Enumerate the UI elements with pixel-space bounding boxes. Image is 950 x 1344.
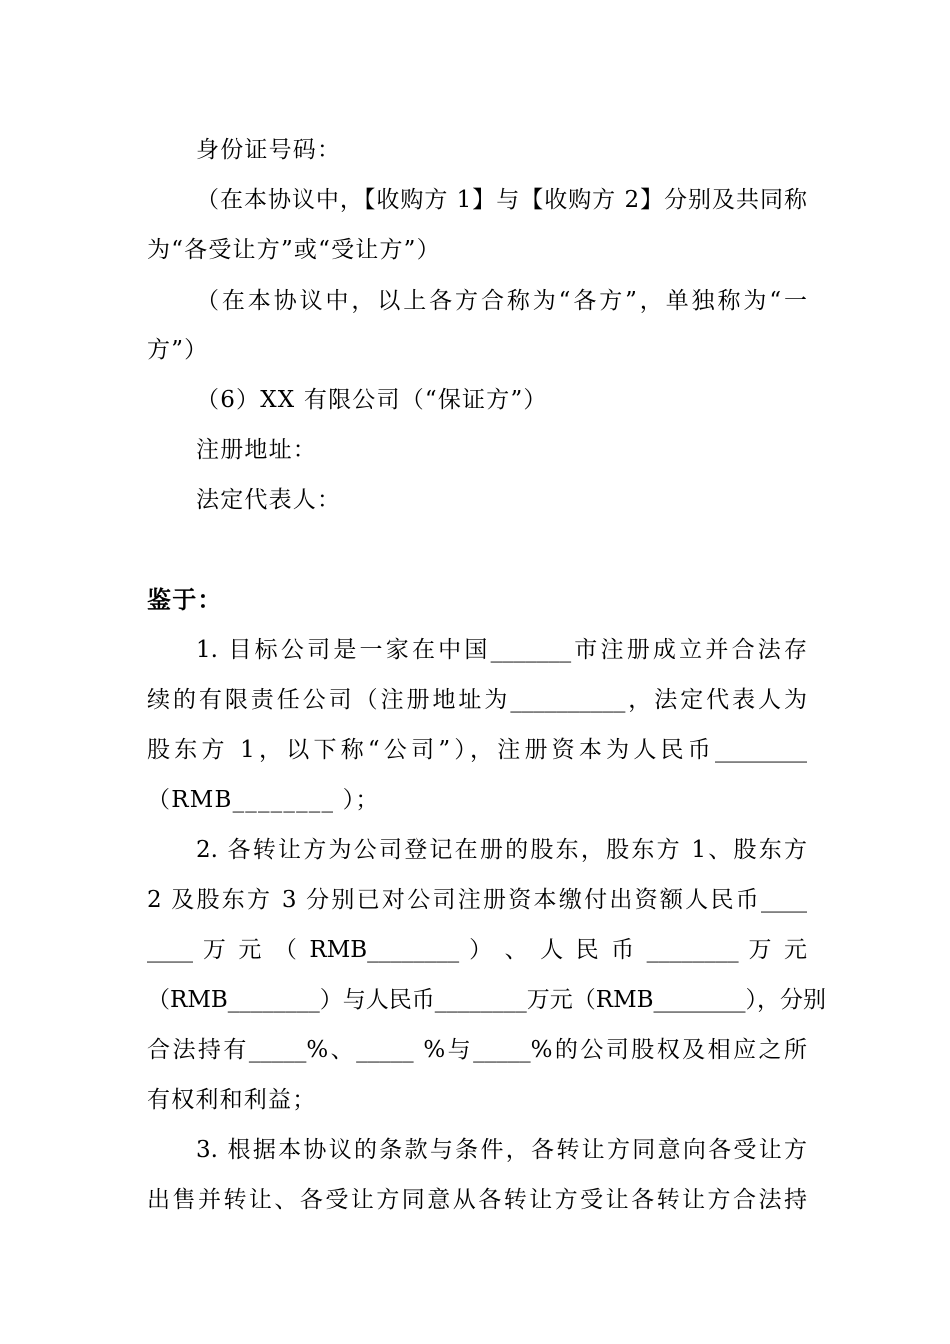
clause-line: ____ 万 元 （ RMB________ ） 、 人 民 币 ________ 万 元 bbox=[147, 937, 807, 963]
clause-line: 续的有限责任公司（注册地址为__________，法定代表人为 bbox=[147, 687, 807, 713]
id-number-label: 身份证号码： bbox=[196, 137, 342, 163]
clause-line: 股东方 1，以下称“公司”），注册资本为人民币________ bbox=[147, 737, 807, 763]
paragraph-line: （在本协议中，以上各方合称为“各方”，单独称为“一 bbox=[196, 288, 807, 314]
recitals-heading: 鉴于： bbox=[147, 585, 223, 614]
clause-line: 3. 根据本协议的条款与条件，各转让方同意向各受让方 bbox=[196, 1137, 807, 1163]
clause-line: 出售并转让、各受让方同意从各转让方受让各转让方合法持 bbox=[147, 1187, 807, 1213]
clause-line: （RMB________ ）； bbox=[147, 787, 380, 813]
paragraph-line: 为“各受让方”或“受让方”） bbox=[147, 237, 441, 263]
clause-line: 有权利和利益； bbox=[147, 1087, 317, 1113]
guarantor-title: （6）XX 有限公司（“保证方”） bbox=[196, 387, 548, 413]
clause-line: 2. 各转让方为公司登记在册的股东，股东方 1、股东方 bbox=[196, 837, 807, 863]
registered-address-label: 注册地址： bbox=[196, 437, 317, 463]
clause-line: 合法持有_____%、_____ %与_____%的公司股权及相应之所 bbox=[147, 1037, 807, 1063]
clause-line: 1. 目标公司是一家在中国_______市注册成立并合法存 bbox=[196, 637, 807, 663]
clause-line: 2 及股东方 3 分别已对公司注册资本缴付出资额人民币____ bbox=[147, 887, 807, 913]
legal-representative-label: 法定代表人： bbox=[196, 487, 342, 513]
paragraph-line: 方”） bbox=[147, 337, 209, 363]
clause-line: （RMB________）与人民币________万元（RMB________），分别 bbox=[147, 987, 827, 1013]
paragraph-line: （在本协议中，【收购方 1】与【收购方 2】分别及共同称 bbox=[196, 187, 807, 213]
